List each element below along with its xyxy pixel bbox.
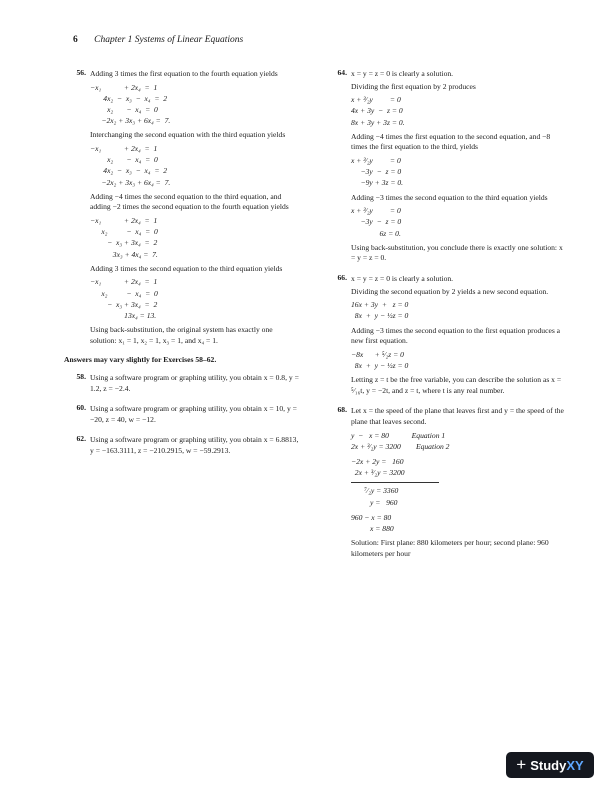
equation-system: [351, 485, 565, 507]
solution-text: Letting z = t be the free variable, you can describe the solution as x = ⁵⁄₁₆t, y = −2t, and z = t, where t is any real number.: [351, 375, 562, 395]
solution-text: Using a software program or graphing utility, you obtain x = 6.8813, y = −163.3111, z = −210.2915, w = −59.2913.: [90, 435, 299, 455]
equation-line: −x₁ + 2x₄ = 1: [90, 144, 158, 153]
equation-line: − x₃ + 3x₄ = 2: [90, 238, 158, 248]
exercise-solution: [64, 434, 299, 458]
solution-text: Using a software program or graphing utility, you obtain x = 10, y = −20, z = 40, w = −12.: [90, 404, 297, 424]
equation-line: 4x₂ − x₃ − x₄ = 2: [90, 166, 168, 176]
exercise-number: 64.: [337, 68, 347, 77]
equation-line: ⁷⁄₂y = 3360: [351, 486, 399, 496]
exercise-body: [90, 434, 299, 458]
equation-system: [90, 215, 299, 260]
equation-line: x = 880: [351, 523, 394, 533]
exercise-solution: [325, 68, 565, 266]
page-header: [73, 35, 243, 45]
exercise-body: [351, 273, 565, 398]
exercise-row: [64, 403, 299, 427]
exercise-number: 56.: [76, 68, 86, 77]
equation-line: y − x = 80 Equation 1: [351, 430, 446, 440]
equation-line: 2x + ³⁄₂y = 3200: [351, 468, 405, 478]
equation-line: −x₁ + 2x₄ = 1: [90, 277, 158, 287]
equation-line: x₂ − x₄ = 0: [90, 288, 158, 298]
equation-line: y = 960: [351, 497, 398, 507]
exercise-number: 60.: [76, 403, 86, 413]
logo-text-xy: XY: [566, 757, 584, 773]
exercise-solution: [325, 273, 565, 398]
exercise-body: [351, 405, 565, 561]
equation-line: −2x₂ + 3x₃ + 6x₄ = 7.: [90, 116, 171, 126]
left-column: [64, 68, 299, 466]
exercise-body: [90, 403, 299, 427]
sum-rule-divider: [351, 482, 439, 483]
exercise-range-note: Answers may vary slightly for Exercises 58–62.: [64, 355, 217, 365]
page-number: 6: [73, 35, 78, 45]
exercise-row: [64, 434, 299, 458]
equation-line: 8x + y − ½z = 0: [351, 360, 409, 370]
equation-line: 960 − x = 80: [351, 512, 392, 522]
solution-text: Dividing the second equation by 2 yields a new second equation.: [351, 286, 549, 296]
exercise-body: [90, 68, 299, 348]
equation-line: − x₃ + 3x₄ = 2: [90, 299, 158, 309]
solution-text: x = y = z = 0 is clearly a solution.: [351, 69, 454, 78]
equation-system: [351, 94, 565, 128]
equation-line: −x₁ + 2x₄ = 1: [90, 82, 158, 92]
equation-line: −9y + 3z = 0.: [351, 178, 404, 188]
exercise-row: [325, 405, 565, 561]
equation-system: [351, 456, 565, 478]
equation-system: [351, 349, 565, 371]
exercise-row: [325, 68, 565, 266]
logo-text-study: Study: [530, 757, 567, 773]
equation-line: 6z = 0.: [351, 228, 401, 238]
equation-line: −2x₂ + 3x₃ + 6x₄ = 7.: [90, 177, 171, 187]
equation-line: 13x₄ = 13.: [90, 311, 157, 321]
exercise-number: 58.: [76, 372, 86, 381]
exercise-solution: [325, 405, 565, 561]
exercise-number: 62.: [76, 434, 86, 444]
solution-text: Let x = the speed of the plane that leaves first and y = the speed of the plane that leaves second.: [351, 406, 564, 426]
solution-text: x = y = z = 0 is clearly a solution.: [351, 273, 454, 283]
chapter-title: Chapter 1 Systems of Linear Equations: [94, 35, 244, 45]
solution-text: Using back-substitution, you conclude there is exactly one solution: x = y = z = 0.: [351, 242, 563, 263]
equation-line: x + ³⁄₂y = 0: [351, 206, 401, 216]
equation-line: −3y − z = 0: [351, 167, 402, 177]
equation-line: −x₁ + 2x₄ = 1: [90, 216, 158, 225]
equation-system: [351, 430, 565, 452]
equation-line: 8x + y − ½z = 0: [351, 311, 409, 321]
exercise-body: [90, 372, 299, 396]
solution-text: Adding 3 times the second equation to the third equation yields: [90, 263, 283, 273]
equation-system: [90, 276, 299, 321]
exercise-row: [325, 273, 565, 398]
exercise-solution: [64, 372, 299, 396]
solution-text: Dividing the first equation by 2 produces: [351, 81, 476, 91]
equation-system: [351, 155, 565, 189]
equation-system: [90, 143, 299, 188]
equation-line: 4x₂ − x₃ − x₄ = 2: [90, 93, 168, 103]
solution-text: Adding −3 times the second equation to the third equation yields: [351, 192, 548, 202]
solution-text: Adding 3 times the first equation to the fourth equation yields: [90, 69, 278, 78]
equation-line: −3y − z = 0: [351, 217, 402, 227]
equation-line: x₂ − x₄ = 0: [90, 155, 158, 165]
solution-text: Adding −3 times the second equation to the first equation produces a new first equation.: [351, 325, 561, 346]
equation-line: x + ³⁄₂y = 0: [351, 95, 401, 105]
equation-line: x + ³⁄₂y = 0: [351, 155, 401, 165]
plus-icon: +: [516, 755, 527, 774]
solution-text: Using a software program or graphing utility, you obtain x = 0.8, y = 1.2, z = −2.4.: [90, 373, 299, 393]
equation-line: x₂ − x₄ = 0: [90, 105, 158, 114]
exercise-solution: [64, 68, 299, 348]
right-column: [325, 68, 565, 568]
exercise-body: [351, 68, 565, 266]
equation-line: 3x₃ + 4x₄ = 7.: [90, 249, 158, 259]
equation-line: −8x + ⁵⁄₂z = 0: [351, 349, 404, 359]
solution-text: Adding −4 times the second equation to the third equation, and adding −2 times the second equation to the fourth equation yields: [90, 191, 289, 212]
studyxy-logo[interactable]: [506, 752, 594, 778]
equation-line: 16x + 3y + z = 0: [351, 300, 409, 310]
solution-text: Using back-substitution, the original system has exactly one solution: x₁ = 1, x₂ = 1, x₃ = 1, and x₄ = 1.: [90, 325, 273, 345]
equation-line: 4x + 3y − z = 0: [351, 106, 403, 116]
exercise-number: 66.: [337, 272, 347, 282]
equation-line: −2x + 2y = 160: [351, 456, 404, 466]
solution-text: Interchanging the second equation with the third equation yields: [90, 130, 286, 140]
exercise-number: 68.: [337, 405, 347, 415]
equation-system: [351, 512, 565, 534]
equation-system: [90, 82, 299, 127]
equation-line: 8x + 3y + 3z = 0.: [351, 117, 405, 127]
exercise-row: [64, 68, 299, 348]
exercise-solution: [64, 403, 299, 427]
solution-text: Solution: First plane: 880 kilometers per hour; second plane: 960 kilometers per hour: [351, 538, 549, 558]
exercise-row: [64, 372, 299, 396]
solution-text: Adding −4 times the first equation to the second equation, and −8 times the first equation to the third, yields: [351, 131, 551, 152]
equation-system: [351, 299, 565, 321]
equation-line: 2x + ³⁄₂y = 3200 Equation 2: [351, 441, 450, 451]
equation-system: [351, 205, 565, 239]
equation-line: x₂ − x₄ = 0: [90, 227, 158, 237]
